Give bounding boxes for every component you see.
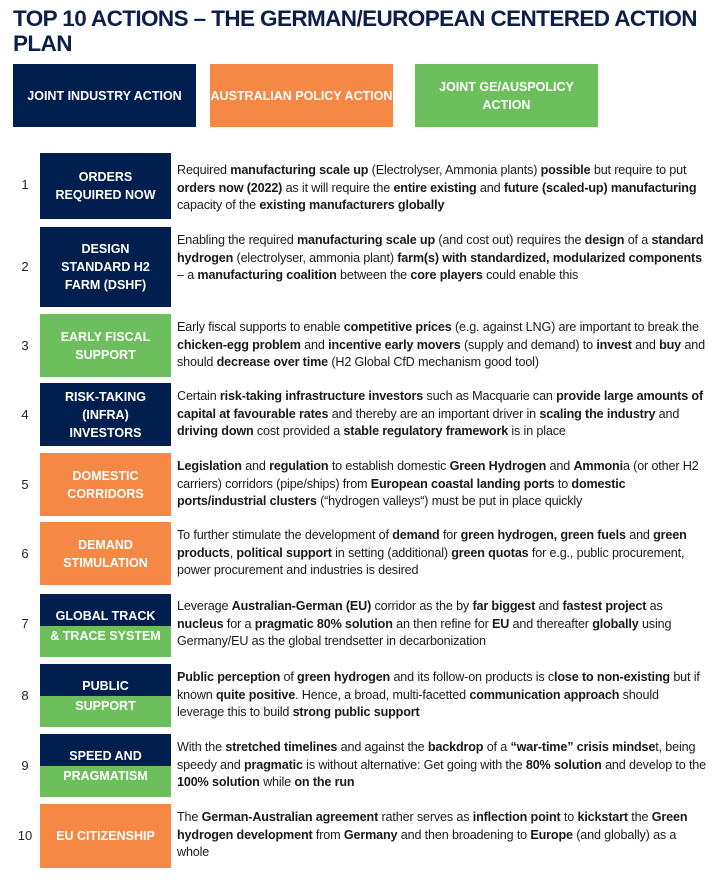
- description-emphasis: Australian-German (EU): [231, 599, 372, 613]
- description-emphasis: green products: [177, 528, 687, 560]
- description-emphasis: kickstart: [577, 810, 628, 824]
- description-text: of a: [483, 740, 511, 754]
- description-emphasis: manufacturing scale up: [230, 163, 369, 177]
- description-text: capacity of the: [177, 198, 260, 212]
- description-emphasis: entire existing: [393, 180, 477, 195]
- description-text: as: [646, 599, 663, 613]
- description-text: is without alternative: Get going with the: [302, 757, 526, 772]
- description-text: in setting (additional): [331, 545, 452, 560]
- description-emphasis: Legislation: [177, 459, 242, 473]
- action-row-9: [0, 734, 714, 797]
- description-emphasis: Green hydrogen development: [177, 810, 688, 842]
- description-emphasis: manufacturing coalition: [197, 268, 337, 282]
- action-label-box: DOMESTIC CORRIDORS: [40, 453, 171, 516]
- description-text: and then broadening to: [397, 827, 531, 842]
- action-row-4: [0, 383, 714, 446]
- description-text: and: [535, 599, 563, 613]
- description-emphasis: Ammoni: [573, 459, 623, 473]
- description-emphasis: design: [584, 233, 625, 247]
- action-row-1: [0, 153, 714, 219]
- action-label-bottom: & TRACE SYSTEM: [40, 626, 171, 658]
- description-emphasis: orders now (2022): [177, 180, 283, 195]
- description-emphasis: Germany: [343, 827, 398, 842]
- description-emphasis: European coastal landing ports: [370, 476, 555, 491]
- action-number: 6: [21, 546, 29, 561]
- description-text: for: [439, 528, 461, 542]
- description-text: for e.g., public procurement, power procurement and industries is desired: [177, 545, 685, 577]
- description-text: such as Macquarie can: [423, 389, 557, 403]
- description-text: cost provided a: [253, 424, 344, 438]
- description-text: Enabling the required: [177, 233, 297, 247]
- action-row-6: [0, 522, 714, 585]
- description-text: (electrolyser, ammonia plant): [233, 250, 398, 265]
- description-emphasis: pragmatic: [243, 757, 303, 772]
- action-label-box: [40, 664, 171, 727]
- description-text: and thereafter: [509, 616, 593, 631]
- description-text: (e.g. against LNG) are important to break the: [451, 320, 699, 334]
- action-label-bottom: PRAGMATISM: [40, 766, 171, 798]
- action-number: 8: [21, 688, 29, 703]
- description-text: and: [631, 337, 660, 352]
- description-text: With the: [177, 740, 226, 754]
- description-text: t, being speedy and: [177, 740, 696, 772]
- description-text: and: [300, 337, 329, 352]
- description-emphasis: quite positive: [216, 687, 296, 702]
- description-text: (“hydrogen valleys“) must be put in place quickly: [316, 494, 583, 508]
- description-emphasis: future (scaled-up) manufacturing: [503, 180, 697, 195]
- description-text: (H2 Global CfD mechanism good tool): [327, 355, 539, 369]
- description-emphasis: stable regulatory framework: [343, 424, 509, 438]
- description-emphasis: far biggest: [472, 599, 536, 613]
- description-text: corridor as the by: [371, 599, 473, 613]
- description-emphasis: 80% solution: [525, 757, 602, 772]
- description-emphasis: provide large amounts of capital at favourable rates: [177, 389, 703, 421]
- description-emphasis: on the run: [294, 775, 355, 789]
- description-emphasis: fastest project: [562, 599, 647, 613]
- action-number: 4: [21, 407, 29, 422]
- description-emphasis: risk-taking infrastructure investors: [219, 389, 424, 403]
- description-text: from: [312, 827, 344, 842]
- description-text: and: [655, 406, 680, 421]
- description-emphasis: regulation: [269, 459, 329, 473]
- description-text: The: [177, 810, 202, 824]
- action-label-box: DESIGN STANDARD H2 FARM (DSHF): [40, 227, 171, 307]
- description-emphasis: competitive prices: [343, 320, 452, 334]
- description-emphasis: “war-time” crisis mindse: [510, 740, 656, 754]
- description-text: while: [259, 775, 295, 789]
- description-text: and: [241, 459, 270, 473]
- description-emphasis: German-Australian agreement: [201, 810, 379, 824]
- description-emphasis: backdrop: [427, 740, 484, 754]
- description-text: of: [280, 670, 298, 684]
- action-label-box: EARLY FISCAL SUPPORT: [40, 314, 171, 377]
- description-text: a (or other H2 carriers) corridors (pipe/ships) from: [177, 459, 699, 491]
- legend-australian-policy-action: AUSTRALIAN POLICY ACTION: [210, 64, 393, 127]
- action-label-box: RISK-TAKING (INFRA) INVESTORS: [40, 383, 171, 446]
- description-text: rather serves as: [378, 810, 473, 824]
- legend-joint-industry-action: JOINT INDUSTRY ACTION: [13, 64, 196, 127]
- description-emphasis: green hydrogen: [297, 670, 391, 684]
- description-text: the: [627, 810, 652, 824]
- description-text: and: [625, 528, 654, 542]
- description-emphasis: lose to non-existing: [554, 670, 670, 684]
- action-description: [177, 669, 709, 722]
- action-row-5: [0, 453, 714, 516]
- action-label-top: SPEED AND: [40, 734, 171, 766]
- description-emphasis: chicken-egg problem: [177, 337, 301, 352]
- description-emphasis: existing manufacturers globally: [259, 198, 445, 212]
- legend-joint-ge-aus-policy-action: JOINT GE/AUSPOLICY ACTION: [415, 64, 598, 127]
- page-title: TOP 10 ACTIONS – THE GERMAN/EUROPEAN CENTERED ACTION PLAN: [13, 6, 697, 56]
- action-description: [177, 319, 709, 372]
- action-label-box: [40, 734, 171, 797]
- description-text: is in place: [508, 424, 566, 438]
- description-text: (Electrolyser, Ammonia plants): [368, 163, 541, 177]
- description-text: To further stimulate the development of: [177, 528, 393, 542]
- description-text: ,: [229, 545, 237, 560]
- description-emphasis: communication approach: [469, 687, 620, 702]
- action-description: [177, 739, 709, 792]
- description-text: between the: [336, 268, 411, 282]
- description-text: and develop to the: [601, 757, 707, 772]
- description-text: but if known: [177, 670, 700, 702]
- action-number: 5: [21, 477, 29, 492]
- description-emphasis: scaling the industry: [539, 406, 656, 421]
- description-text: (and cost out) requires the: [435, 233, 585, 247]
- description-emphasis: 100% solution: [177, 775, 260, 789]
- description-emphasis: manufacturing scale up: [296, 233, 435, 247]
- description-emphasis: political support: [236, 545, 332, 560]
- description-emphasis: nucleus: [177, 616, 224, 631]
- description-emphasis: driving down: [177, 424, 254, 438]
- description-text: should leverage this to build: [177, 687, 659, 719]
- description-emphasis: inflection point: [472, 810, 561, 824]
- description-text: Certain: [177, 389, 220, 403]
- description-emphasis: strong public support: [292, 705, 420, 719]
- description-emphasis: Public perception: [177, 670, 281, 684]
- description-emphasis: domestic ports/industrial clusters: [177, 476, 626, 508]
- action-description: [177, 388, 709, 441]
- description-text: . Hence, a broad, multi-facetted: [295, 687, 470, 702]
- action-description: [177, 527, 709, 580]
- description-text: (supply and demand) to: [460, 337, 597, 352]
- action-label-box: EU CITIZENSHIP: [40, 804, 171, 868]
- description-text: to: [554, 476, 572, 491]
- description-text: to: [560, 810, 578, 824]
- description-text: and against the: [337, 740, 428, 754]
- action-label-box: DEMAND STIMULATION: [40, 522, 171, 585]
- action-row-8: [0, 664, 714, 727]
- action-description: [177, 598, 709, 651]
- action-description: [177, 458, 709, 511]
- action-row-7: [0, 594, 714, 657]
- description-text: and its follow-on products is c: [390, 670, 555, 684]
- action-number: 1: [21, 177, 29, 192]
- description-text: as it will require the: [282, 180, 394, 195]
- action-number: 9: [21, 758, 29, 773]
- description-text: (and globally) as a whole: [177, 827, 677, 859]
- description-text: of a: [624, 233, 652, 247]
- action-row-2: [0, 227, 714, 307]
- description-emphasis: core players: [410, 268, 483, 282]
- description-text: Early fiscal supports to enable: [177, 320, 344, 334]
- description-emphasis: Green Hydrogen: [449, 459, 547, 473]
- description-text: and should: [177, 337, 705, 369]
- action-description: [177, 162, 709, 215]
- action-label-bottom: SUPPORT: [40, 696, 171, 728]
- description-emphasis: globally: [592, 616, 639, 631]
- description-emphasis: farm(s) with standardized, modularized components: [397, 250, 702, 265]
- action-label-top: PUBLIC: [40, 664, 171, 696]
- description-text: Required: [177, 163, 231, 177]
- action-row-10: [0, 804, 714, 868]
- action-label-box: ORDERS REQUIRED NOW: [40, 153, 171, 219]
- action-description: [177, 809, 709, 862]
- action-number: 3: [21, 338, 29, 353]
- description-emphasis: decrease over time: [216, 355, 328, 369]
- action-label-top: GLOBAL TRACK: [40, 594, 171, 626]
- description-text: – a: [177, 268, 198, 282]
- description-emphasis: possible: [540, 163, 591, 177]
- description-emphasis: invest: [596, 337, 632, 352]
- action-number: 10: [17, 828, 33, 843]
- description-emphasis: Europe: [530, 827, 573, 842]
- description-text: and: [476, 180, 504, 195]
- description-emphasis: buy: [659, 337, 682, 352]
- description-text: using Germany/EU as the global trendsetter in decarbonization: [177, 616, 672, 648]
- description-text: Leverage: [177, 599, 232, 613]
- description-text: an then refine for: [392, 616, 492, 631]
- description-text: and: [546, 459, 574, 473]
- description-text: and thereby are an important driver in: [328, 406, 540, 421]
- description-emphasis: green quotas: [451, 545, 529, 560]
- action-row-3: [0, 314, 714, 377]
- action-number: 2: [21, 259, 29, 274]
- action-label-box: [40, 594, 171, 657]
- description-text: but require to put: [590, 163, 687, 177]
- action-description: [177, 232, 709, 285]
- description-emphasis: incentive early movers: [328, 337, 461, 352]
- description-text: to establish domestic: [328, 459, 450, 473]
- description-emphasis: stretched timelines: [225, 740, 338, 754]
- description-text: could enable this: [482, 268, 579, 282]
- description-emphasis: standard hydrogen: [177, 233, 704, 265]
- description-text: for a: [223, 616, 255, 631]
- description-emphasis: pragmatic 80% solution: [254, 616, 393, 631]
- description-emphasis: EU: [491, 616, 510, 631]
- description-emphasis: green hydrogen, green fuels: [460, 528, 626, 542]
- action-number: 7: [21, 616, 29, 631]
- description-emphasis: demand: [392, 528, 440, 542]
